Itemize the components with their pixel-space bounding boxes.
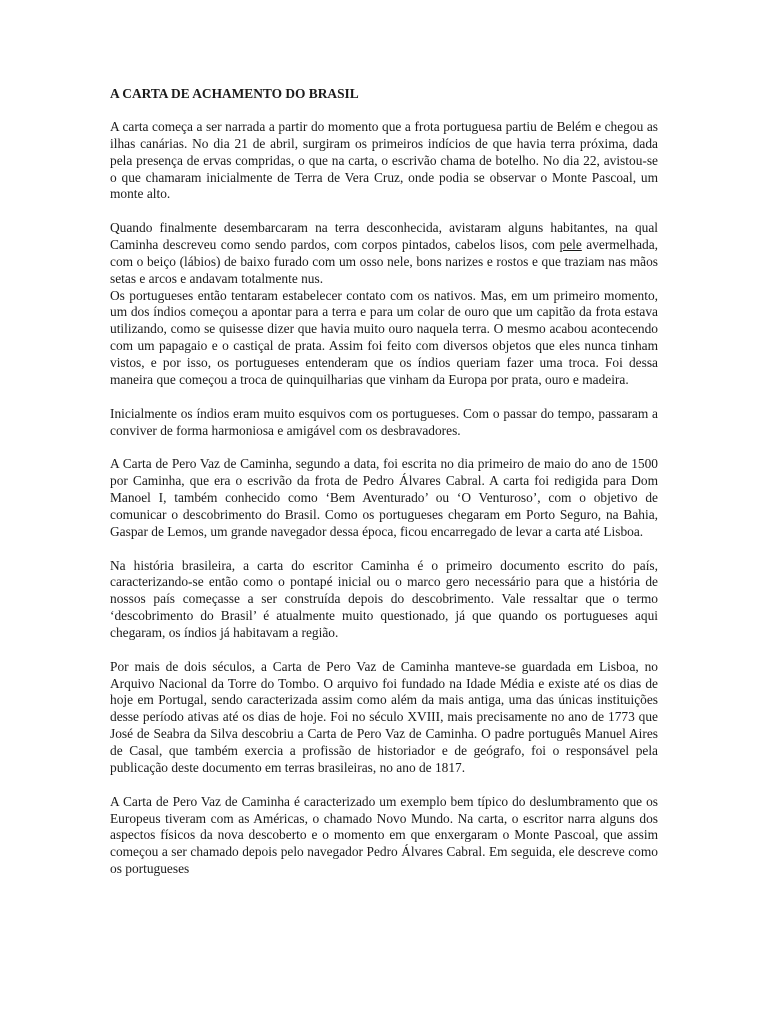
paragraph-2-text-start: Quando finalmente desembarcaram na terra desconhecida, avistaram alguns habitantes, na qual Caminha descreveu como sendo pardos, com corpos pintados, cabelos lisos, com — [110, 220, 658, 253]
document-page — [110, 86, 658, 878]
paragraph-4: Inicialmente os índios eram muito esquivos com os portugueses. Com o passar do tempo, passaram a conviver de forma harmoniosa e amigável com os desbravadores. — [110, 405, 658, 438]
paragraph-8: A Carta de Pero Vaz de Caminha é caracterizado um exemplo bem típico do deslumbramento que os Europeus tiveram com as Américas, o chamado Novo Mundo. Na carta, o escritor narra alguns dos aspectos físicos da nova descoberto e o momento em que enxergaram o Monte Pascoal, que assim começou a ser chamado depois pelo navegador Pedro Álvares Cabral. Em seguida, ele descreve como os portugueses — [110, 793, 658, 877]
paragraph-2 — [110, 220, 658, 287]
paragraph-7: Por mais de dois séculos, a Carta de Pero Vaz de Caminha manteve-se guardada em Lisboa, no Arquivo Nacional da Torre do Tombo. O arquivo foi fundado na Idade Média e existe até os dias de hoje em Portugal, sendo caracterizada assim como além da mais antiga, uma das únicas instituições desse período ativas até os dias de hoje. Foi no século XVIII, mais precisamente no ano de 1773 que José de Seabra da Silva descobriu a Carta de Pero Vaz de Caminha. O padre português Manuel Aires de Casal, que também exercia a profissão de historiador e de geógrafo, foi o responsável pela publicação deste documento em terras brasileiras, no ano de 1817. — [110, 658, 658, 775]
paragraph-2-text-end: avermelhada, com o beiço (lábios) de baixo furado com um osso nele, bons narizes e rostos e que traziam nas mãos setas e arcos e andavam totalmente nus. — [110, 237, 659, 286]
paragraph-1: A carta começa a ser narrada a partir do momento que a frota portuguesa partiu de Belém e chegou as ilhas canárias. No dia 21 de abril, surgiram os primeiros indícios de que havia terra próxima, dada pela presença de ervas compridas, o que na carta, o escrivão chama de botelho. No dia 22, avistou-se o que chamaram inicialmente de Terra de Vera Cruz, onde podia se observar o Monte Pascoal, um monte alto. — [110, 119, 658, 202]
pele-link[interactable]: pele — [559, 237, 582, 253]
paragraph-5: A Carta de Pero Vaz de Caminha, segundo a data, foi escrita no dia primeiro de maio do ano de 1500 por Caminha, que era o escrivão da frota de Pedro Álvares Cabral. A carta foi redigida para Dom Manoel I, também conhecido como ‘Bem Aventurado’ ou ‘O Venturoso’, com o objetivo de comunicar o descobrimento do Brasil. Como os portugueses chegaram em Porto Seguro, na Bahia, Gaspar de Lemos, um grande navegador dessa época, ficou encarregado de levar a carta até Lisboa. — [110, 456, 658, 539]
paragraph-6: Na história brasileira, a carta do escritor Caminha é o primeiro documento escrito do país, caracterizando-se então como o pontapé inicial ou o marco gero necessário para que a história de nossos país começasse a ser construída depois do descobrimento. Vale ressaltar que o termo ‘descobrimento do Brasil’ é atualmente muito questionado, já que quando os portugueses aqui chegaram, os índios já habitavam a região. — [110, 557, 658, 640]
paragraph-3: Os portugueses então tentaram estabelecer contato com os nativos. Mas, em um primeiro momento, um dos índios começou a apontar para a terra e para um colar de ouro que um capitão da frota estava utilizando, como se quisesse dizer que havia muito ouro naquela terra. O mesmo acabou acontecendo com um papagaio e o castiçal de prata. Assim foi feito com diversos objetos que eles nunca tinham vistos, e por isso, os portugueses entenderam que os índios queriam fazer uma troca. Foi dessa maneira que começou a troca de quinquilharias que vinham da Europa por prata, ouro e madeira. — [110, 287, 658, 387]
document-title: A CARTA DE ACHAMENTO DO BRASIL — [110, 86, 359, 101]
